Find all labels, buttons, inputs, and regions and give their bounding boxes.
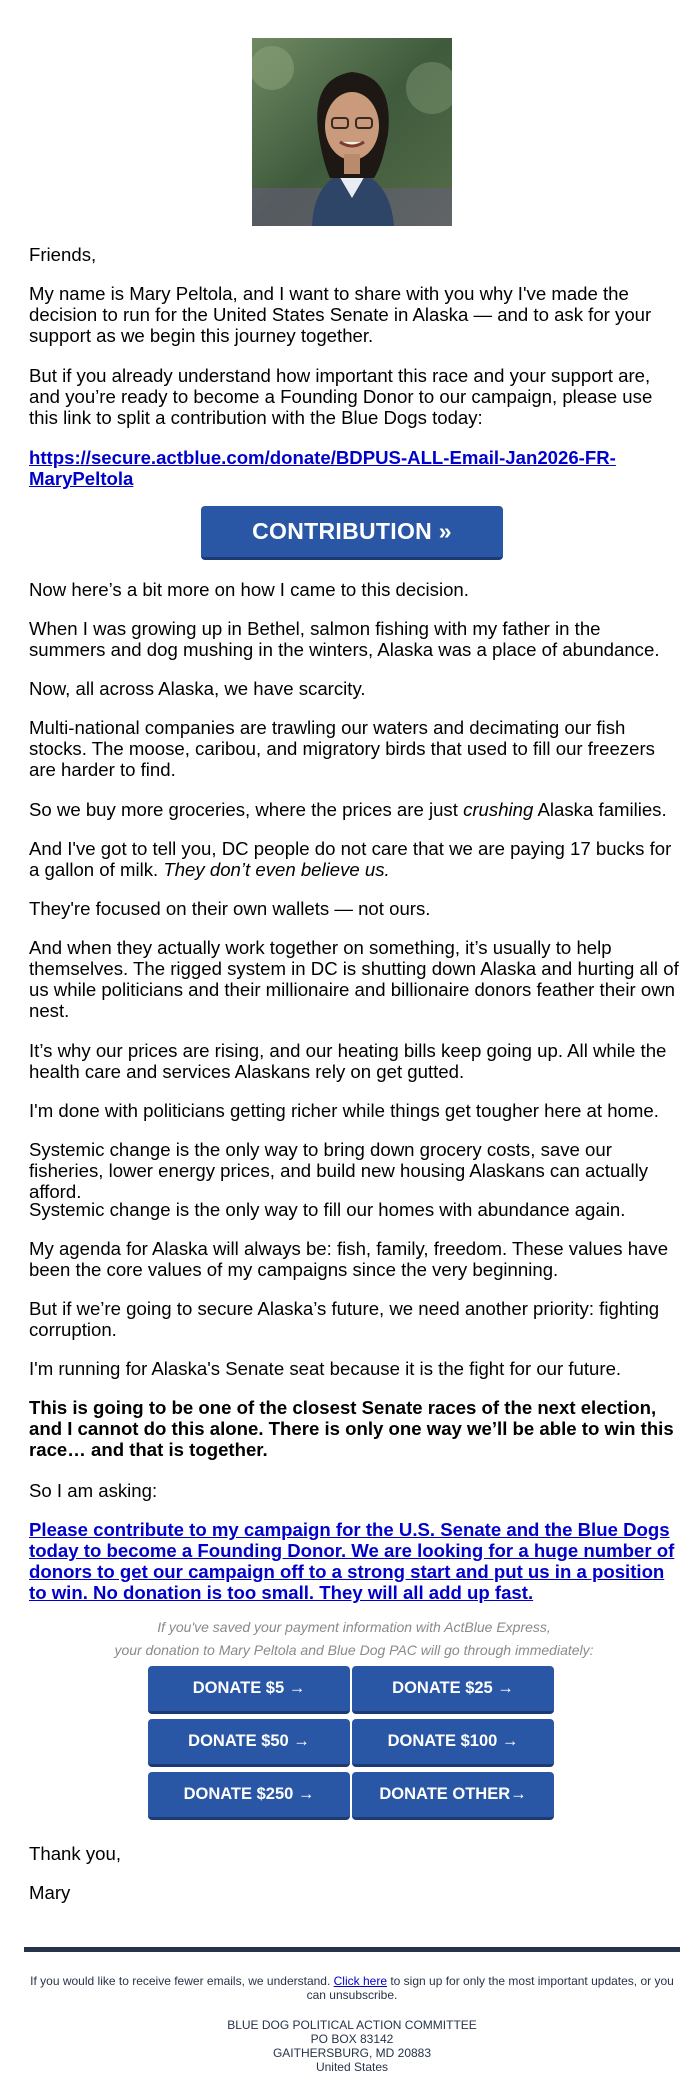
paragraph-trawling: Multi-national companies are trawling our waters and decimating our fish stocks. The moose, caribou, and migratory birds that used to fill our freezers are harder to find. <box>29 717 655 780</box>
express-note-line-1: If you've saved your payment information with ActBlue Express, <box>157 1619 551 1635</box>
paragraph-rigged-system: And when they actually work together on something, it’s usually to help themselves. The rigged system in DC is shutting down Alaska and hurting all of us while politicians and their millionaire and billionaire donors feather their own nest. <box>29 937 679 1021</box>
contribute-ask-link[interactable]: Please contribute to my campaign for the U.S. Senate and the Blue Dogs today to become a Founding Donor. We are looking for a huge number of donors to get our campaign off to a strong start and put us in a position to win. No donation is too small. They will all add up fast. <box>29 1519 675 1603</box>
paragraph-wallets: They're focused on their own wallets — not ours. <box>29 898 431 919</box>
donate-url-link[interactable]: https://secure.actblue.com/donate/BDPUS-ALL-Email-Jan2026-FR-MaryPeltola <box>29 447 616 489</box>
donate-other-button[interactable]: DONATE OTHER→ <box>352 1772 554 1820</box>
intro-paragraph: My name is Mary Peltola, and I want to share with you why I've made the decision to run for the United States Senate in Alaska — and to ask for your support as we begin this journey together. <box>29 283 652 346</box>
signature: Mary <box>29 1882 71 1903</box>
greeting: Friends, <box>29 244 97 265</box>
contribution-button[interactable]: CONTRIBUTION » <box>201 506 503 560</box>
paragraph-systemic-change-2: Systemic change is the only way to fill our homes with abundance again. <box>29 1199 626 1220</box>
footer-text-a: If you would like to receive fewer emails, we understand. <box>30 1974 334 1988</box>
paragraph-corruption: But if we’re going to secure Alaska’s future, we need another priority: fighting corruption. <box>29 1298 660 1340</box>
founding-donor-paragraph: But if you already understand how important this race and your support are, and you’re ready to become a Founding Donor to our campaign, please use this link to split a contribution with the Blue Dogs today: <box>29 365 653 428</box>
footer-country: United States <box>315 2060 389 2074</box>
donate-100-button[interactable]: DONATE $100 → <box>352 1719 554 1767</box>
paragraph-running: I'm running for Alaska's Senate seat because it is the fight for our future. <box>29 1358 622 1379</box>
paragraph-groceries <box>29 799 679 820</box>
paragraph-agenda: My agenda for Alaska will always be: fish, family, freedom. These values have been the core values of my campaigns since the very beginning. <box>29 1238 669 1280</box>
footer-address-line-1: PO BOX 83142 <box>310 2032 394 2046</box>
express-note-line-2: your donation to Mary Peltola and Blue Dog PAC will go through immediately: <box>114 1642 594 1658</box>
portrait-photo-icon <box>252 38 452 226</box>
paragraph-done-with-politicians: I'm done with politicians getting richer while things get tougher here at home. <box>29 1100 659 1121</box>
paragraph-systemic-change-1: Systemic change is the only way to bring down grocery costs, save our fisheries, lower energy prices, and build new housing Alaskans can actually afford. <box>29 1139 649 1202</box>
donate-250-button[interactable]: DONATE $250 → <box>148 1772 350 1820</box>
paragraph-decision: Now here’s a bit more on how I came to this decision. <box>29 579 469 600</box>
portrait-photo <box>252 38 452 226</box>
groceries-emphasis: crushing <box>463 799 534 820</box>
milk-text: And I've got to tell you, DC people do not care that we are paying 17 bucks for a gallon of milk. <box>29 838 672 880</box>
footer-org-name: BLUE DOG POLITICAL ACTION COMMITTEE <box>227 2018 477 2032</box>
signoff: Thank you, <box>29 1843 121 1864</box>
paragraph-scarcity: Now, all across Alaska, we have scarcity. <box>29 678 366 699</box>
paragraph-milk <box>29 838 679 880</box>
milk-emphasis: They don’t even believe us. <box>163 859 390 880</box>
paragraph-asking: So I am asking: <box>29 1480 158 1501</box>
donate-50-button[interactable]: DONATE $50 → <box>148 1719 350 1767</box>
footer-click-here-link[interactable]: Click here <box>333 1974 387 1988</box>
groceries-text-a: So we buy more groceries, where the prices are just <box>29 799 464 820</box>
footer-address-line-2: GAITHERSBURG, MD 20883 <box>272 2046 432 2060</box>
footer-divider <box>24 1947 680 1952</box>
donate-25-button[interactable]: DONATE $25 → <box>352 1666 554 1714</box>
paragraph-bethel: When I was growing up in Bethel, salmon fishing with my father in the summers and dog mushing in the winters, Alaska was a place of abundance. <box>29 618 660 660</box>
paragraph-prices-rising: It’s why our prices are rising, and our heating bills keep going up. All while the health care and services Alaskans rely on get gutted. <box>29 1040 667 1082</box>
paragraph-closest-race: This is going to be one of the closest Senate races of the next election, and I cannot do this alone. There is only one way we’ll be able to win this race… and that is together. <box>29 1397 674 1460</box>
groceries-text-b: Alaska families. <box>533 799 667 820</box>
footer-text-b: to sign up for only the most important updates, or you can unsubscribe. <box>306 1974 674 2002</box>
donate-5-button[interactable]: DONATE $5 → <box>148 1666 350 1714</box>
footer-unsubscribe-text <box>24 1974 680 2002</box>
